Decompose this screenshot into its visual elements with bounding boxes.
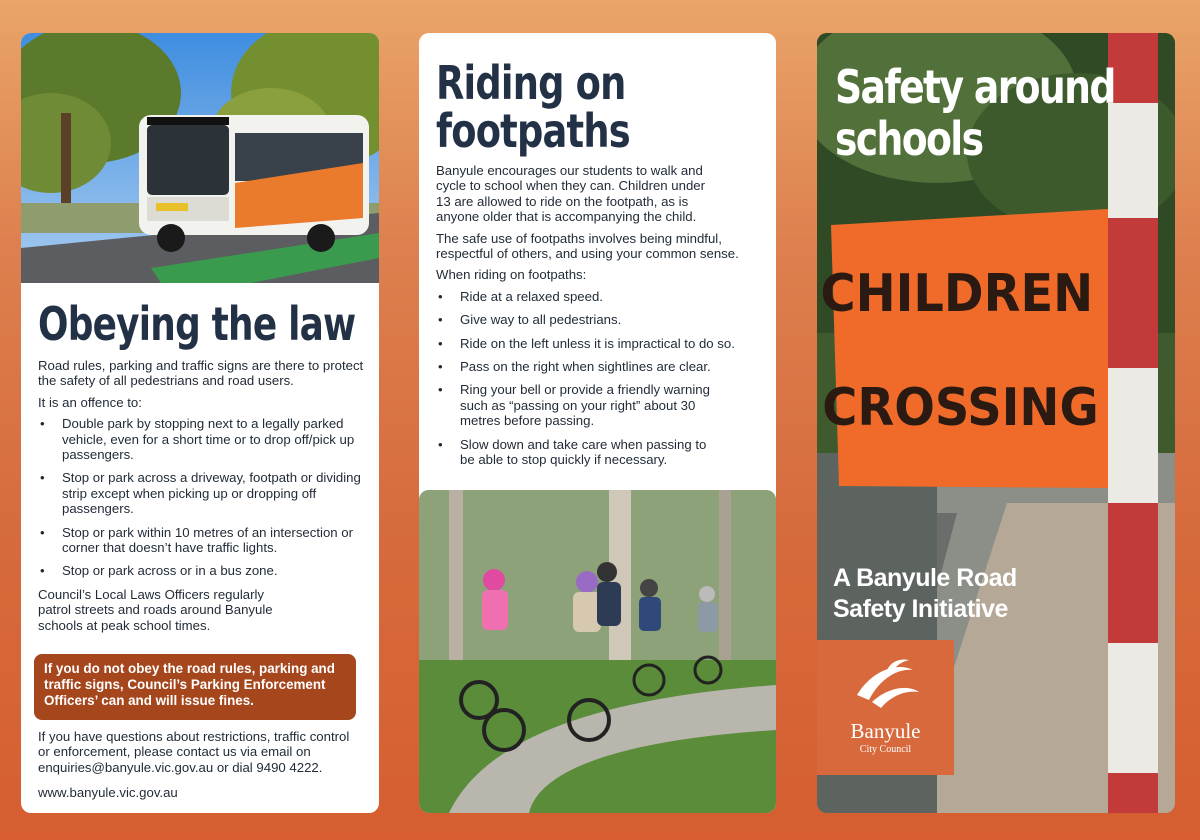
panel-riding-on-footpaths (419, 33, 776, 813)
sign-line1: CHILDREN (820, 263, 1094, 324)
riding-body (436, 163, 754, 476)
list-item: • Give way to all pedestrians. (436, 312, 754, 327)
list-item: • Ride at a relaxed speed. (436, 289, 754, 304)
list-item: • Stop or park within 10 metres of an intersection or corner that doesn’t have traffic lights. (38, 525, 368, 556)
list-item: • Ride on the left unless it is impractical to do so. (436, 336, 754, 351)
patrol-text: Council’s Local Laws Officers regularly patrol streets and roads around Banyule schools at peak school times. (38, 586, 273, 633)
cover-title-line2: schools (835, 112, 983, 166)
obeying-the-law-heading: Obeying the law (38, 297, 356, 351)
obeying-intro: Road rules, parking and traffic signs are there to protect the safety of all pedestrians and road users. (38, 358, 364, 389)
list-item: • Double park by stopping next to a legally parked vehicle, even for a short time or to drop off/pick up passengers. (38, 416, 368, 462)
riding-tips-list (436, 289, 754, 468)
contact-text: If you have questions about restrictions, traffic control or enforcement, please contact us via email on enquiries@banyule.vic.gov.au or dial 9490 4222. (38, 729, 350, 775)
cover-subtitle (833, 563, 1163, 625)
panel-obeying-the-law (21, 33, 379, 813)
riding-lead: When riding on footpaths: (436, 267, 587, 283)
offence-lead: It is an offence to: (38, 394, 142, 410)
cover-subtitle-line1: A Banyule Road (833, 564, 1017, 592)
offence-list (38, 416, 368, 579)
riding-para1: Banyule encourages our students to walk and cycle to school when they can. Children under 13 are allowed to ride on the footpath, as is anyone older that is accompanying the child. (436, 163, 706, 225)
riding-heading-line1: Riding on (436, 56, 626, 110)
list-item: • Stop or park across a driveway, footpath or dividing strip except when picking up or dropping off passengers. (38, 470, 368, 516)
sign-line2: CROSSING (822, 377, 1099, 438)
cover-subtitle-line2: Safety Initiative (833, 595, 1008, 623)
list-item: • Pass on the right when sightlines are clear. (436, 359, 754, 374)
list-item: • Slow down and take care when passing to be able to stop quickly if necessary. (436, 437, 710, 468)
list-item: • Ring your bell or provide a friendly warning such as “passing on your right” about 30 metres before passing. (436, 382, 710, 428)
website-link[interactable]: www.banyule.vic.gov.au (38, 785, 178, 800)
riding-heading-line2: footpaths (436, 104, 630, 158)
cover-panel (817, 33, 1175, 813)
children-crossing-flag (831, 209, 1108, 488)
cover-title (835, 61, 1175, 165)
riding-heading (436, 56, 630, 158)
riding-para2: The safe use of footpaths involves being mindful, respectful of others, and using your common sense. (436, 230, 739, 262)
cover-title-line1: Safety around (835, 60, 1115, 114)
fines-warning-text: If you do not obey the road rules, parking and traffic signs, Council’s Parking Enforcement Officers’ can and will issue fines. (44, 661, 335, 708)
bus-graphic (139, 115, 369, 252)
logo-subtitle: City Council (859, 744, 912, 755)
logo-name: Banyule (850, 719, 921, 743)
cycling-family-photo (419, 490, 776, 813)
obeying-body (38, 358, 368, 639)
list-item: • Stop or park across or in a bus zone. (38, 563, 368, 578)
fines-warning-box (34, 654, 356, 720)
bus-photo (21, 33, 379, 283)
banyule-logo-box (817, 640, 954, 775)
banyule-bird-icon (817, 640, 954, 720)
